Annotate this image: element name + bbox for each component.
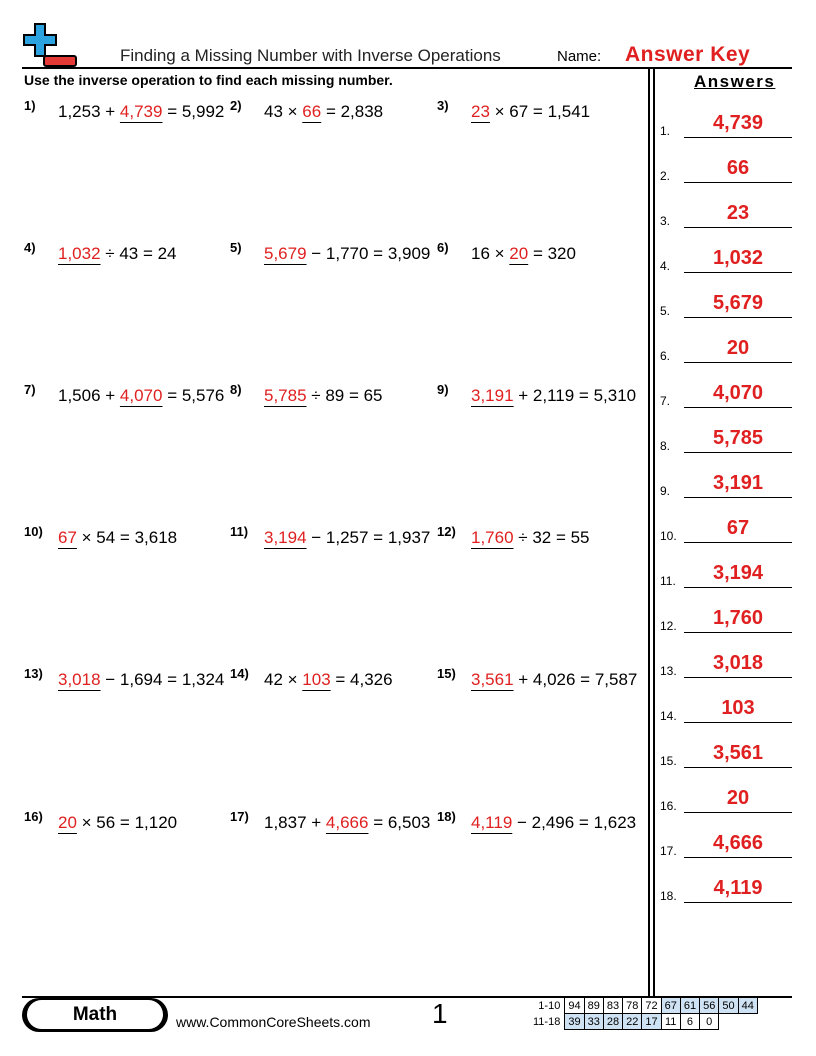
problem-number: 12) xyxy=(437,524,456,539)
expr-text: 16 × xyxy=(471,244,510,263)
score-cell: 72 xyxy=(642,998,661,1014)
answer-value: 4,070 xyxy=(712,382,764,404)
answer-line xyxy=(684,587,792,588)
answer-row-4 xyxy=(660,247,792,275)
answer-blank: 3,018 xyxy=(58,670,101,689)
answer-row-1 xyxy=(660,112,792,140)
problem-number: 9) xyxy=(437,382,449,397)
answer-blank: 5,785 xyxy=(264,386,307,405)
score-table xyxy=(530,997,758,1030)
answer-row-10 xyxy=(660,517,792,545)
expr-text: − 1,257 = 1,937 xyxy=(306,528,431,547)
answer-row-14 xyxy=(660,697,792,725)
answer-line xyxy=(684,452,792,453)
score-cell: 28 xyxy=(603,1014,622,1030)
problem-number: 14) xyxy=(230,666,249,681)
answer-line xyxy=(684,317,792,318)
page-number: 1 xyxy=(432,998,448,1029)
answer-line xyxy=(684,767,792,768)
problem-number: 7) xyxy=(24,382,36,397)
problem-number: 6) xyxy=(437,240,449,255)
answer-blank: 1,760 xyxy=(471,528,514,547)
problem-number: 1) xyxy=(24,98,36,113)
expr-text: − 1,770 = 3,909 xyxy=(306,244,431,263)
answer-line xyxy=(684,362,792,363)
answer-blank: 23 xyxy=(471,102,490,121)
expr-text: ÷ 89 = 65 xyxy=(306,386,383,405)
column-divider xyxy=(648,68,650,996)
answer-number: 15. xyxy=(660,754,677,768)
expr-text: 1,253 + xyxy=(58,102,120,121)
website-link[interactable]: www.CommonCoreSheets.com xyxy=(176,1014,371,1030)
plus-minus-logo-icon xyxy=(22,22,80,68)
expr-text: = 320 xyxy=(528,244,576,263)
answer-number: 8. xyxy=(660,439,671,453)
score-row xyxy=(530,1014,757,1030)
expr-text: = 2,838 xyxy=(321,102,384,121)
column-divider xyxy=(653,68,655,996)
answer-blank: 4,739 xyxy=(119,102,163,121)
expr-text: × 67 = 1,541 xyxy=(489,102,591,121)
problem-number: 2) xyxy=(230,98,242,113)
problem-number: 15) xyxy=(437,666,456,681)
answer-line xyxy=(684,902,792,903)
answer-value: 23 xyxy=(726,202,750,224)
answer-number: 10. xyxy=(660,529,677,543)
answer-value: 3,561 xyxy=(712,742,764,764)
answer-number: 1. xyxy=(660,124,671,138)
answer-blank: 66 xyxy=(302,102,322,121)
answer-line xyxy=(684,812,792,813)
score-row-label: 1-10 xyxy=(538,999,561,1012)
score-cell: 94 xyxy=(565,998,584,1014)
answer-blank: 3,194 xyxy=(264,528,307,547)
answer-value: 66 xyxy=(726,157,750,179)
answer-value: 1,760 xyxy=(712,607,764,629)
score-row xyxy=(530,998,757,1014)
answer-row-12 xyxy=(660,607,792,635)
answer-line xyxy=(684,497,792,498)
problem-number: 11) xyxy=(230,524,249,539)
score-cell: 6 xyxy=(680,1014,699,1030)
answer-blank: 3,561 xyxy=(471,670,514,689)
expr-text: + 4,026 = 7,587 xyxy=(513,670,638,689)
answer-value: 3,018 xyxy=(712,652,764,674)
answer-number: 16. xyxy=(660,799,677,813)
answer-row-13 xyxy=(660,652,792,680)
expr-text: ÷ 32 = 55 xyxy=(513,528,590,547)
answer-row-17 xyxy=(660,832,792,860)
answer-row-3 xyxy=(660,202,792,230)
answer-line xyxy=(684,407,792,408)
answer-line xyxy=(684,227,792,228)
answer-blank: 4,119 xyxy=(471,813,513,832)
answer-value: 4,119 xyxy=(713,877,763,899)
expr-text: − 2,496 = 1,623 xyxy=(512,813,637,832)
header-divider xyxy=(22,67,792,69)
instructions: Use the inverse operation to find each missing number. xyxy=(24,72,393,88)
answer-number: 14. xyxy=(660,709,677,723)
answer-value: 67 xyxy=(726,517,750,539)
name-label: Name: xyxy=(557,48,602,65)
answer-blank: 3,191 xyxy=(471,386,514,405)
answer-number: 9. xyxy=(660,484,671,498)
score-row-label: 11-18 xyxy=(533,1015,561,1028)
answer-number: 4. xyxy=(660,259,671,273)
answer-number: 17. xyxy=(660,844,677,858)
answer-value: 4,739 xyxy=(712,112,764,134)
answers-heading: Answers xyxy=(694,72,776,91)
answer-line xyxy=(684,857,792,858)
expr-text: = 5,992 xyxy=(162,102,225,121)
problem-number: 5) xyxy=(230,240,242,255)
expr-text: × 54 = 3,618 xyxy=(76,528,178,547)
answer-row-15 xyxy=(660,742,792,770)
answer-row-8 xyxy=(660,427,792,455)
answer-row-9 xyxy=(660,472,792,500)
answer-number: 5. xyxy=(660,304,671,318)
problem-number: 3) xyxy=(437,98,449,113)
answer-value: 1,032 xyxy=(712,247,764,269)
answer-line xyxy=(684,632,792,633)
problem-number: 13) xyxy=(24,666,43,681)
answer-blank: 20 xyxy=(509,244,529,263)
answer-line xyxy=(684,182,792,183)
score-cell: 39 xyxy=(565,1014,584,1030)
answer-row-16 xyxy=(660,787,792,815)
answer-row-6 xyxy=(660,337,792,365)
score-cell: 56 xyxy=(700,998,719,1014)
expr-text: 1,506 + xyxy=(58,386,120,405)
answer-number: 7. xyxy=(660,394,671,408)
score-cell: 33 xyxy=(584,1014,603,1030)
problem-number: 4) xyxy=(24,240,36,255)
answer-row-7 xyxy=(660,382,792,410)
answer-value: 103 xyxy=(721,697,755,719)
answer-number: 3. xyxy=(660,214,671,228)
answer-line xyxy=(684,677,792,678)
expr-text: = 6,503 xyxy=(368,813,431,832)
answer-blank: 20 xyxy=(58,813,77,832)
score-cell: 61 xyxy=(680,998,699,1014)
expr-text: × 56 = 1,120 xyxy=(76,813,178,832)
score-cell: 67 xyxy=(661,998,680,1014)
subject-label: Math xyxy=(27,1000,163,1029)
answer-line xyxy=(684,272,792,273)
score-cell: 17 xyxy=(642,1014,661,1030)
answer-value: 5,679 xyxy=(712,292,764,314)
problem-number: 8) xyxy=(230,382,242,397)
answer-value: 20 xyxy=(726,787,750,809)
answer-blank: 1,032 xyxy=(58,244,101,263)
score-cell: 11 xyxy=(661,1014,680,1030)
answer-number: 13. xyxy=(660,664,677,678)
answer-line xyxy=(684,542,792,543)
answer-number: 2. xyxy=(660,169,671,183)
score-cell: 44 xyxy=(738,998,757,1014)
answer-blank: 4,666 xyxy=(325,813,369,832)
answer-line xyxy=(684,722,792,723)
problem-number: 16) xyxy=(24,809,43,824)
answer-value: 3,194 xyxy=(712,562,764,584)
worksheet-title: Finding a Missing Number with Inverse Operations xyxy=(120,46,501,65)
problem-number: 17) xyxy=(230,809,249,824)
answer-blank: 4,070 xyxy=(119,386,163,405)
score-cell: 22 xyxy=(623,1014,642,1030)
answer-row-5 xyxy=(660,292,792,320)
answer-line xyxy=(684,137,792,138)
answer-row-11 xyxy=(660,562,792,590)
score-cell: 0 xyxy=(700,1014,719,1030)
answer-number: 11. xyxy=(660,574,676,588)
problem-number: 10) xyxy=(24,524,43,539)
answer-blank: 5,679 xyxy=(264,244,307,263)
expr-text: ÷ 43 = 24 xyxy=(100,244,177,263)
expr-text: 1,837 + xyxy=(264,813,326,832)
answer-value: 4,666 xyxy=(712,832,764,854)
answer-number: 12. xyxy=(660,619,677,633)
score-cell: 50 xyxy=(719,998,738,1014)
answer-row-2 xyxy=(660,157,792,185)
answer-value: 5,785 xyxy=(712,427,764,449)
expr-text: − 1,694 = 1,324 xyxy=(100,670,225,689)
expr-text: = 5,576 xyxy=(162,386,225,405)
answer-number: 18. xyxy=(660,889,677,903)
problem-number: 18) xyxy=(437,809,456,824)
answer-blank: 103 xyxy=(302,670,331,689)
expr-text: + 2,119 = 5,310 xyxy=(513,386,637,405)
expr-text: = 4,326 xyxy=(330,670,393,689)
answer-number: 6. xyxy=(660,349,671,363)
answer-row-18 xyxy=(660,877,792,905)
answer-blank: 67 xyxy=(58,528,77,547)
score-cell: 89 xyxy=(584,998,603,1014)
answer-value: 20 xyxy=(726,337,750,359)
score-cell: 78 xyxy=(623,998,642,1014)
expr-text: 42 × xyxy=(264,670,303,689)
answer-value: 3,191 xyxy=(712,472,764,494)
score-cell: 83 xyxy=(603,998,622,1014)
answer-key-label: Answer Key xyxy=(625,43,751,66)
expr-text: 43 × xyxy=(264,102,303,121)
